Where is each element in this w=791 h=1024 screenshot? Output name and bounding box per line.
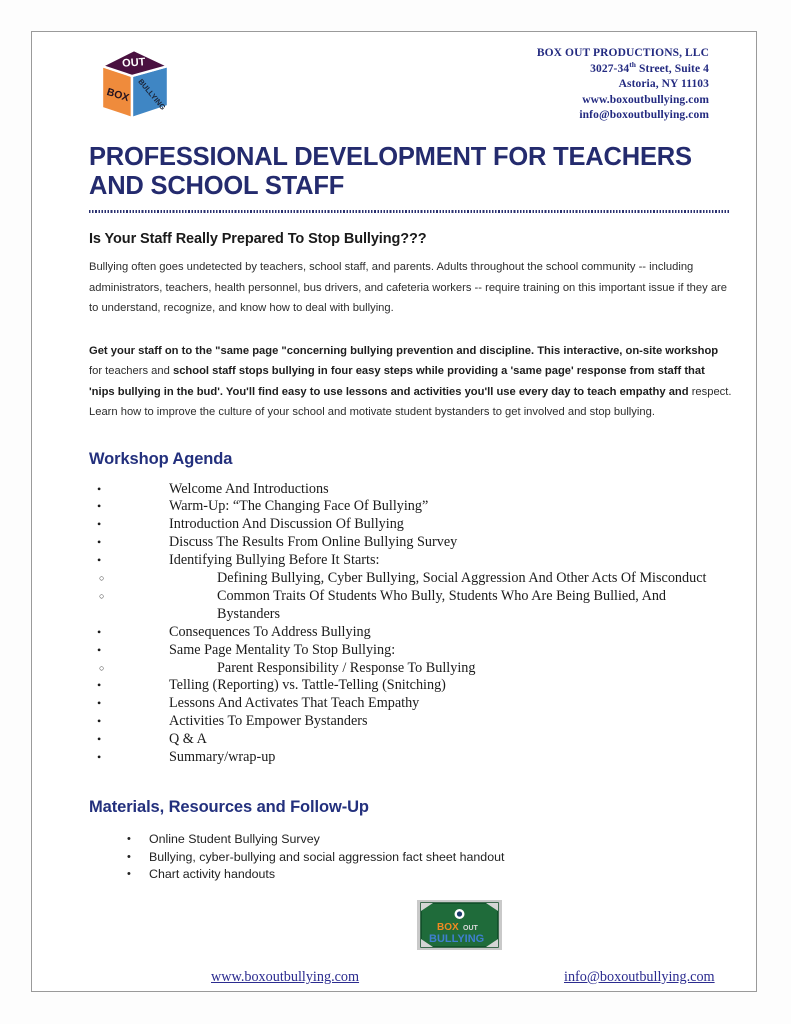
agenda-item-label: Warm-Up: “The Changing Face Of Bullying” — [169, 498, 429, 515]
company-name: BOX OUT PRODUCTIONS, LLC — [536, 47, 709, 59]
agenda-item-label: Consequences To Address Bullying — [169, 623, 371, 640]
workshop-agenda-list — [89, 481, 733, 768]
intro-paragraph-2 — [89, 341, 733, 423]
svg-text:OUT: OUT — [121, 56, 146, 70]
agenda-item — [89, 642, 733, 660]
bullet-filled-icon: • — [127, 850, 131, 863]
bullet-filled-icon: • — [97, 481, 102, 496]
agenda-item — [89, 660, 733, 678]
bullet-filled-icon: • — [97, 750, 102, 765]
agenda-item-label: Activities To Empower Bystanders — [169, 713, 368, 730]
agenda-item — [89, 570, 733, 588]
materials-item — [89, 831, 733, 849]
agenda-item-label: Summary/wrap-up — [169, 749, 276, 766]
bullet-filled-icon: • — [97, 678, 102, 693]
agenda-item — [89, 713, 733, 731]
bullet-hollow-icon: ○ — [99, 662, 105, 673]
footer-website-link[interactable]: www.boxoutbullying.com — [211, 968, 360, 985]
agenda-item-label: Introduction And Discussion Of Bullying — [169, 516, 404, 533]
svg-text:BULLYING: BULLYING — [429, 932, 485, 945]
materials-item-label: Bullying, cyber-bullying and social aggression fact sheet handout — [149, 849, 505, 864]
bullet-filled-icon: • — [127, 833, 131, 845]
materials-heading: Materials, Resources and Follow-Up — [89, 798, 369, 816]
materials-item-label: Chart activity handouts — [149, 867, 276, 882]
svg-text:BOX: BOX — [105, 86, 131, 105]
intro-p2-regular-1: for teachers and — [89, 365, 173, 377]
svg-text:BOX: BOX — [437, 921, 459, 933]
footer-email-link[interactable]: info@boxoutbullying.com — [564, 968, 715, 985]
agenda-item — [89, 534, 733, 552]
document-header — [31, 31, 757, 143]
bullet-filled-icon: • — [97, 624, 102, 639]
bullet-filled-icon: • — [97, 714, 102, 729]
bullet-filled-icon: • — [97, 696, 102, 711]
company-email[interactable]: info@boxoutbullying.com — [579, 109, 709, 121]
agenda-item-label: Defining Bullying, Cyber Bullying, Social Aggression And Other Acts Of Misconduct — [217, 570, 707, 587]
svg-text:BULLYING: BULLYING — [136, 77, 168, 112]
company-website[interactable]: www.boxoutbullying.com — [582, 93, 709, 106]
agenda-item — [89, 624, 733, 642]
intro-p2-bold-2: school staff stops bullying in four easy steps while providing a 'same page' response from staff that 'nips bullying in the bud'. You'll find easy to use lessons and activities you'll use every day to teach empathy and — [89, 365, 705, 398]
agenda-item-label: Identifying Bullying Before It Starts: — [169, 552, 380, 569]
agenda-item — [89, 481, 733, 499]
agenda-item-label: Parent Responsibility / Response To Bullying — [217, 659, 476, 676]
bullet-filled-icon: • — [97, 535, 102, 550]
document-footer — [89, 900, 733, 1020]
svg-text:OUT: OUT — [463, 924, 478, 932]
bullet-hollow-icon: ○ — [99, 573, 105, 584]
agenda-item-label: Telling (Reporting) vs. Tattle-Telling (Snitching) — [169, 677, 446, 694]
agenda-item-label: Common Traits Of Students Who Bully, Students Who Are Being Bullied, And Bystanders — [217, 587, 667, 622]
company-street: 3027-34th Street, Suite 4 — [590, 59, 709, 75]
materials-item — [89, 849, 733, 867]
street-ordinal-suffix: th — [629, 59, 637, 69]
bullet-filled-icon: • — [97, 553, 102, 568]
box-out-bullying-plaque-logo-icon — [417, 900, 502, 950]
materials-item — [89, 866, 733, 884]
bullet-hollow-icon: ○ — [99, 590, 105, 601]
document-body — [31, 230, 757, 1020]
agenda-item-label: Welcome And Introductions — [169, 480, 329, 497]
agenda-item-label: Discuss The Results From Online Bullying Survey — [169, 534, 458, 551]
materials-item-label: Online Student Bullying Survey — [149, 832, 320, 846]
agenda-item — [89, 588, 733, 624]
agenda-item — [89, 677, 733, 695]
agenda-item — [89, 498, 733, 516]
company-address-block — [537, 46, 709, 124]
title-divider — [89, 210, 729, 213]
agenda-item-label: Lessons And Activates That Teach Empathy — [169, 695, 420, 712]
company-city-state-zip: Astoria, NY 11103 — [618, 78, 709, 90]
bullet-filled-icon: • — [97, 517, 102, 532]
page-title: PROFESSIONAL DEVELOPMENT FOR TEACHERS AND SCHOOL STAFF — [89, 143, 692, 200]
page-content — [31, 31, 757, 992]
agenda-item-label: Same Page Mentality To Stop Bullying: — [169, 641, 396, 658]
bullet-filled-icon: • — [97, 732, 102, 747]
bullet-filled-icon: • — [127, 868, 131, 881]
agenda-item — [89, 749, 733, 767]
agenda-item — [89, 695, 733, 713]
agenda-item — [89, 516, 733, 534]
intro-heading: Is Your Staff Really Prepared To Stop Bullying??? — [89, 231, 427, 247]
bullet-filled-icon: • — [97, 499, 102, 514]
workshop-agenda-heading: Workshop Agenda — [89, 449, 233, 468]
agenda-item-label: Q & A — [169, 731, 207, 748]
intro-paragraph-1: Bullying often goes undetected by teachers, school staff, and parents. Adults throughout the school community -- including administrators, teachers, health personnel, bus drivers, and cafeteria workers -- require training on this important issue if they are to understand, recognize, and know how to deal with bullying. — [89, 261, 727, 314]
intro-p2-bold-1: Get your staff on to the "same page "concerning bullying prevention and discipline. This interactive, on-site workshop — [89, 344, 719, 357]
materials-list — [89, 831, 733, 884]
box-out-bullying-cube-logo-icon — [96, 44, 174, 124]
intro-p2-regular-2: respect. Learn how to improve the culture of your school and motivate student bystanders to get involved and stop bullying. — [89, 385, 732, 418]
bullet-filled-icon: • — [97, 642, 102, 657]
agenda-item — [89, 552, 733, 570]
agenda-item — [89, 731, 733, 749]
